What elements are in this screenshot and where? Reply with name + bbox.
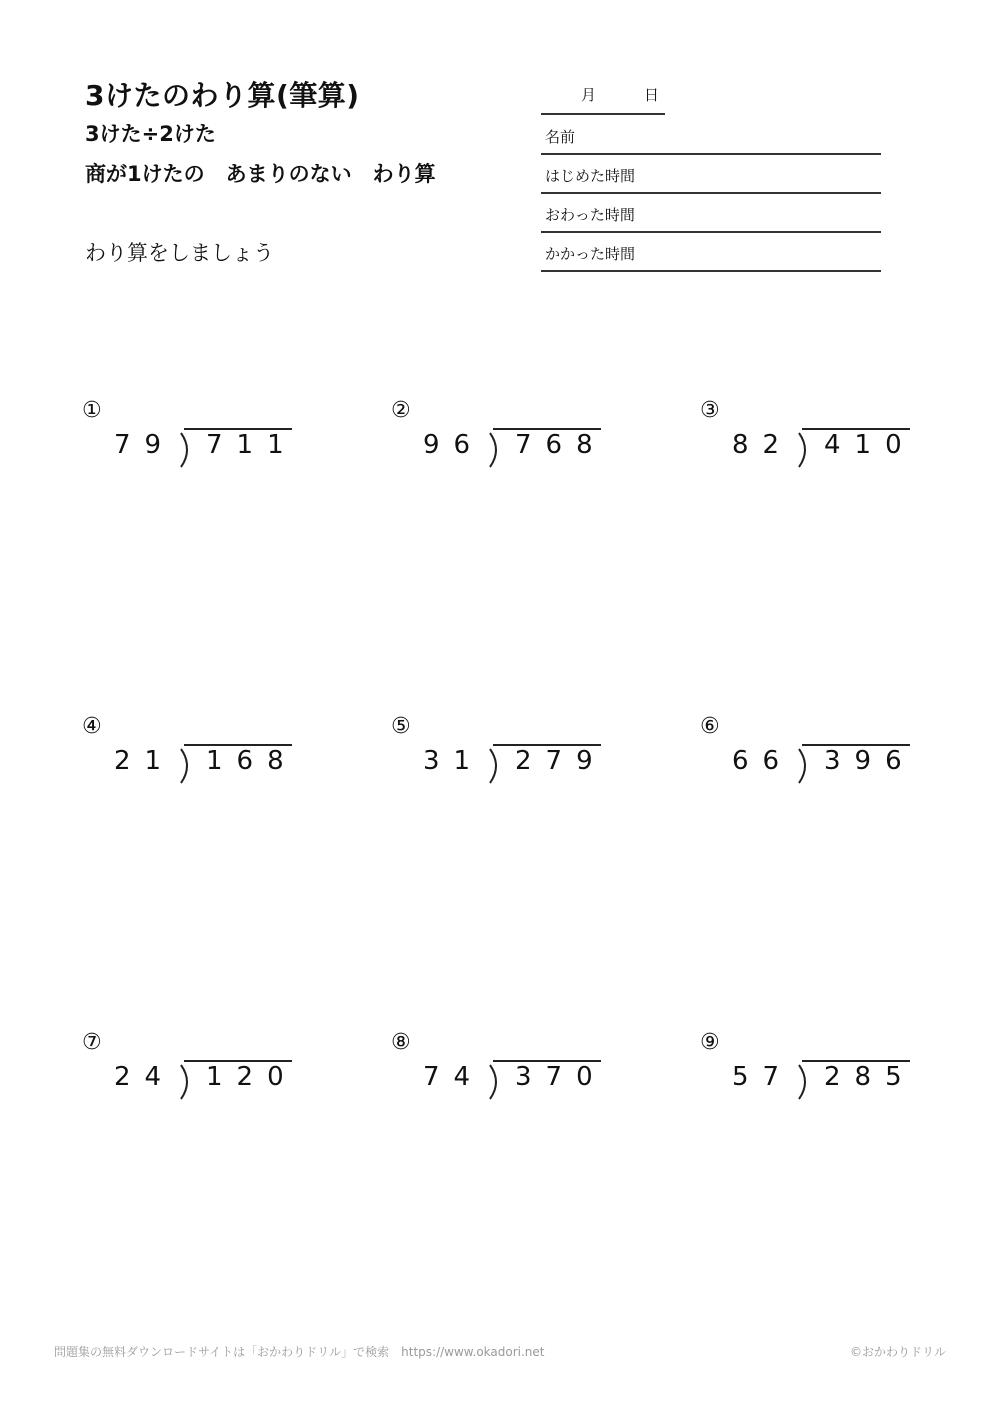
problem-1 (82, 398, 312, 478)
division-bracket-icon (178, 748, 194, 784)
problem-3 (700, 398, 930, 478)
dividend: 285 (824, 1062, 916, 1092)
problem-number: ⑤ (391, 714, 411, 739)
division-bracket-icon (178, 432, 194, 468)
end-time-field[interactable] (541, 194, 881, 233)
problem-4 (82, 714, 312, 794)
division-bracket-icon (178, 1064, 194, 1100)
problem-6 (700, 714, 930, 794)
dividend: 410 (824, 430, 916, 460)
name-field[interactable] (541, 116, 881, 155)
problem-9 (700, 1030, 930, 1110)
dividend: 120 (206, 1062, 298, 1092)
problem-2 (391, 398, 621, 478)
start-time-field[interactable] (541, 155, 881, 194)
date-field[interactable] (541, 82, 665, 115)
end-time-label: おわった時間 (545, 206, 635, 224)
dividend: 768 (515, 430, 607, 460)
dividend: 396 (824, 746, 916, 776)
month-label: 月 (581, 86, 597, 104)
divisor: 96 (423, 430, 485, 460)
division-bracket-icon (796, 432, 812, 468)
elapsed-time-field[interactable] (541, 233, 881, 272)
problem-5 (391, 714, 621, 794)
problem-number: ⑥ (700, 714, 720, 739)
division-bracket-icon (487, 748, 503, 784)
divisor: 74 (423, 1062, 485, 1092)
elapsed-time-label: かかった時間 (545, 245, 636, 263)
divisor: 82 (732, 430, 794, 460)
problem-number: ③ (700, 398, 720, 423)
division-bracket-icon (487, 1064, 503, 1100)
divisor: 66 (732, 746, 794, 776)
start-time-label: はじめた時間 (545, 167, 636, 185)
divisor: 31 (423, 746, 485, 776)
problem-number: ① (82, 398, 102, 423)
dividend: 711 (206, 430, 298, 460)
day-label: 日 (644, 86, 660, 104)
divisor: 21 (114, 746, 176, 776)
divisor: 24 (114, 1062, 176, 1092)
instruction-text: わり算をしましょう (85, 241, 274, 265)
problem-8 (391, 1030, 621, 1110)
problem-number: ⑦ (82, 1030, 102, 1055)
divisor: 57 (732, 1062, 794, 1092)
problem-number: ④ (82, 714, 102, 739)
dividend: 370 (515, 1062, 607, 1092)
footer-download-note: 問題集の無料ダウンロードサイトは「おかわりドリル」で検索 https://www.okadori.net (54, 1345, 545, 1359)
division-bracket-icon (487, 432, 503, 468)
problem-number: ⑨ (700, 1030, 720, 1055)
footer-copyright: ©おかわりドリル (850, 1345, 947, 1359)
name-label: 名前 (545, 128, 576, 146)
division-bracket-icon (796, 1064, 812, 1100)
problem-number: ⑧ (391, 1030, 411, 1055)
dividend: 168 (206, 746, 298, 776)
problem-7 (82, 1030, 312, 1110)
worksheet-title: 3けたのわり算(筆算) (85, 79, 360, 112)
division-bracket-icon (796, 748, 812, 784)
worksheet-subtitle: 3けた÷2けた (85, 122, 216, 146)
worksheet-description: 商が1けたの あまりのない わり算 (85, 162, 436, 186)
dividend: 279 (515, 746, 607, 776)
divisor: 79 (114, 430, 176, 460)
problem-number: ② (391, 398, 411, 423)
